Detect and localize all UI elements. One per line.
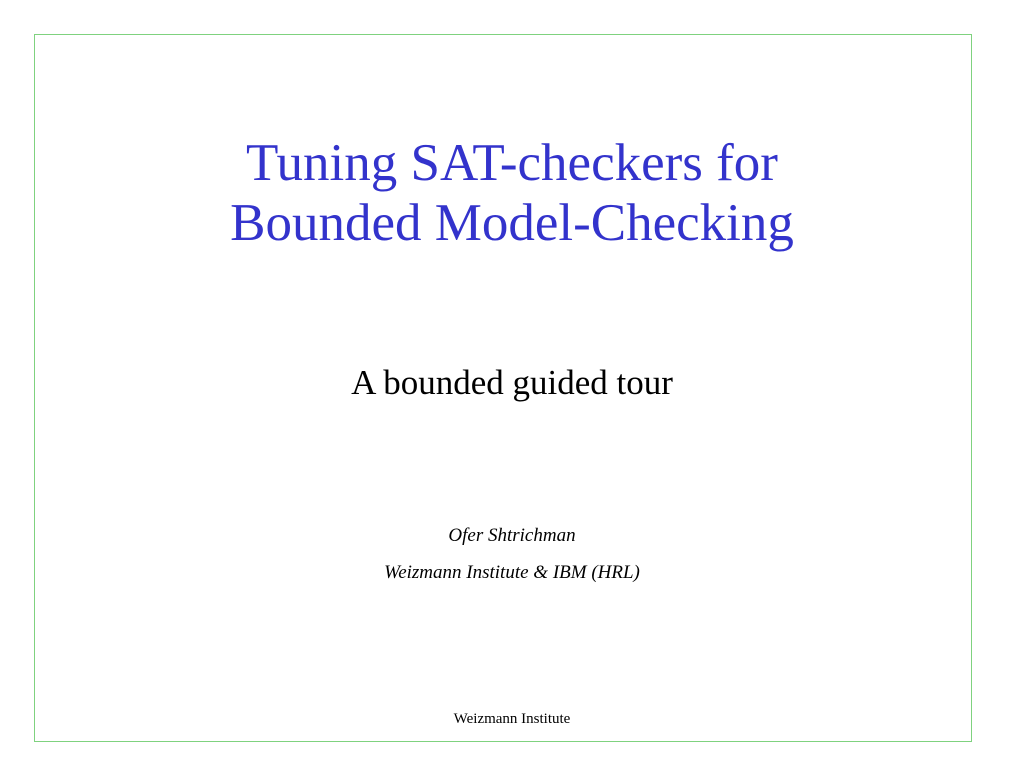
author-affiliation: Weizmann Institute & IBM (HRL) <box>384 562 640 583</box>
slide-title-line-1: Tuning SAT-checkers for <box>246 134 778 192</box>
slide-subtitle: A bounded guided tour <box>351 363 673 402</box>
slide-title-line-2: Bounded Model-Checking <box>230 194 794 252</box>
author-name: Ofer Shtrichman <box>448 525 576 546</box>
slide-footer: Weizmann Institute <box>453 711 571 727</box>
slide-title <box>0 133 1024 253</box>
